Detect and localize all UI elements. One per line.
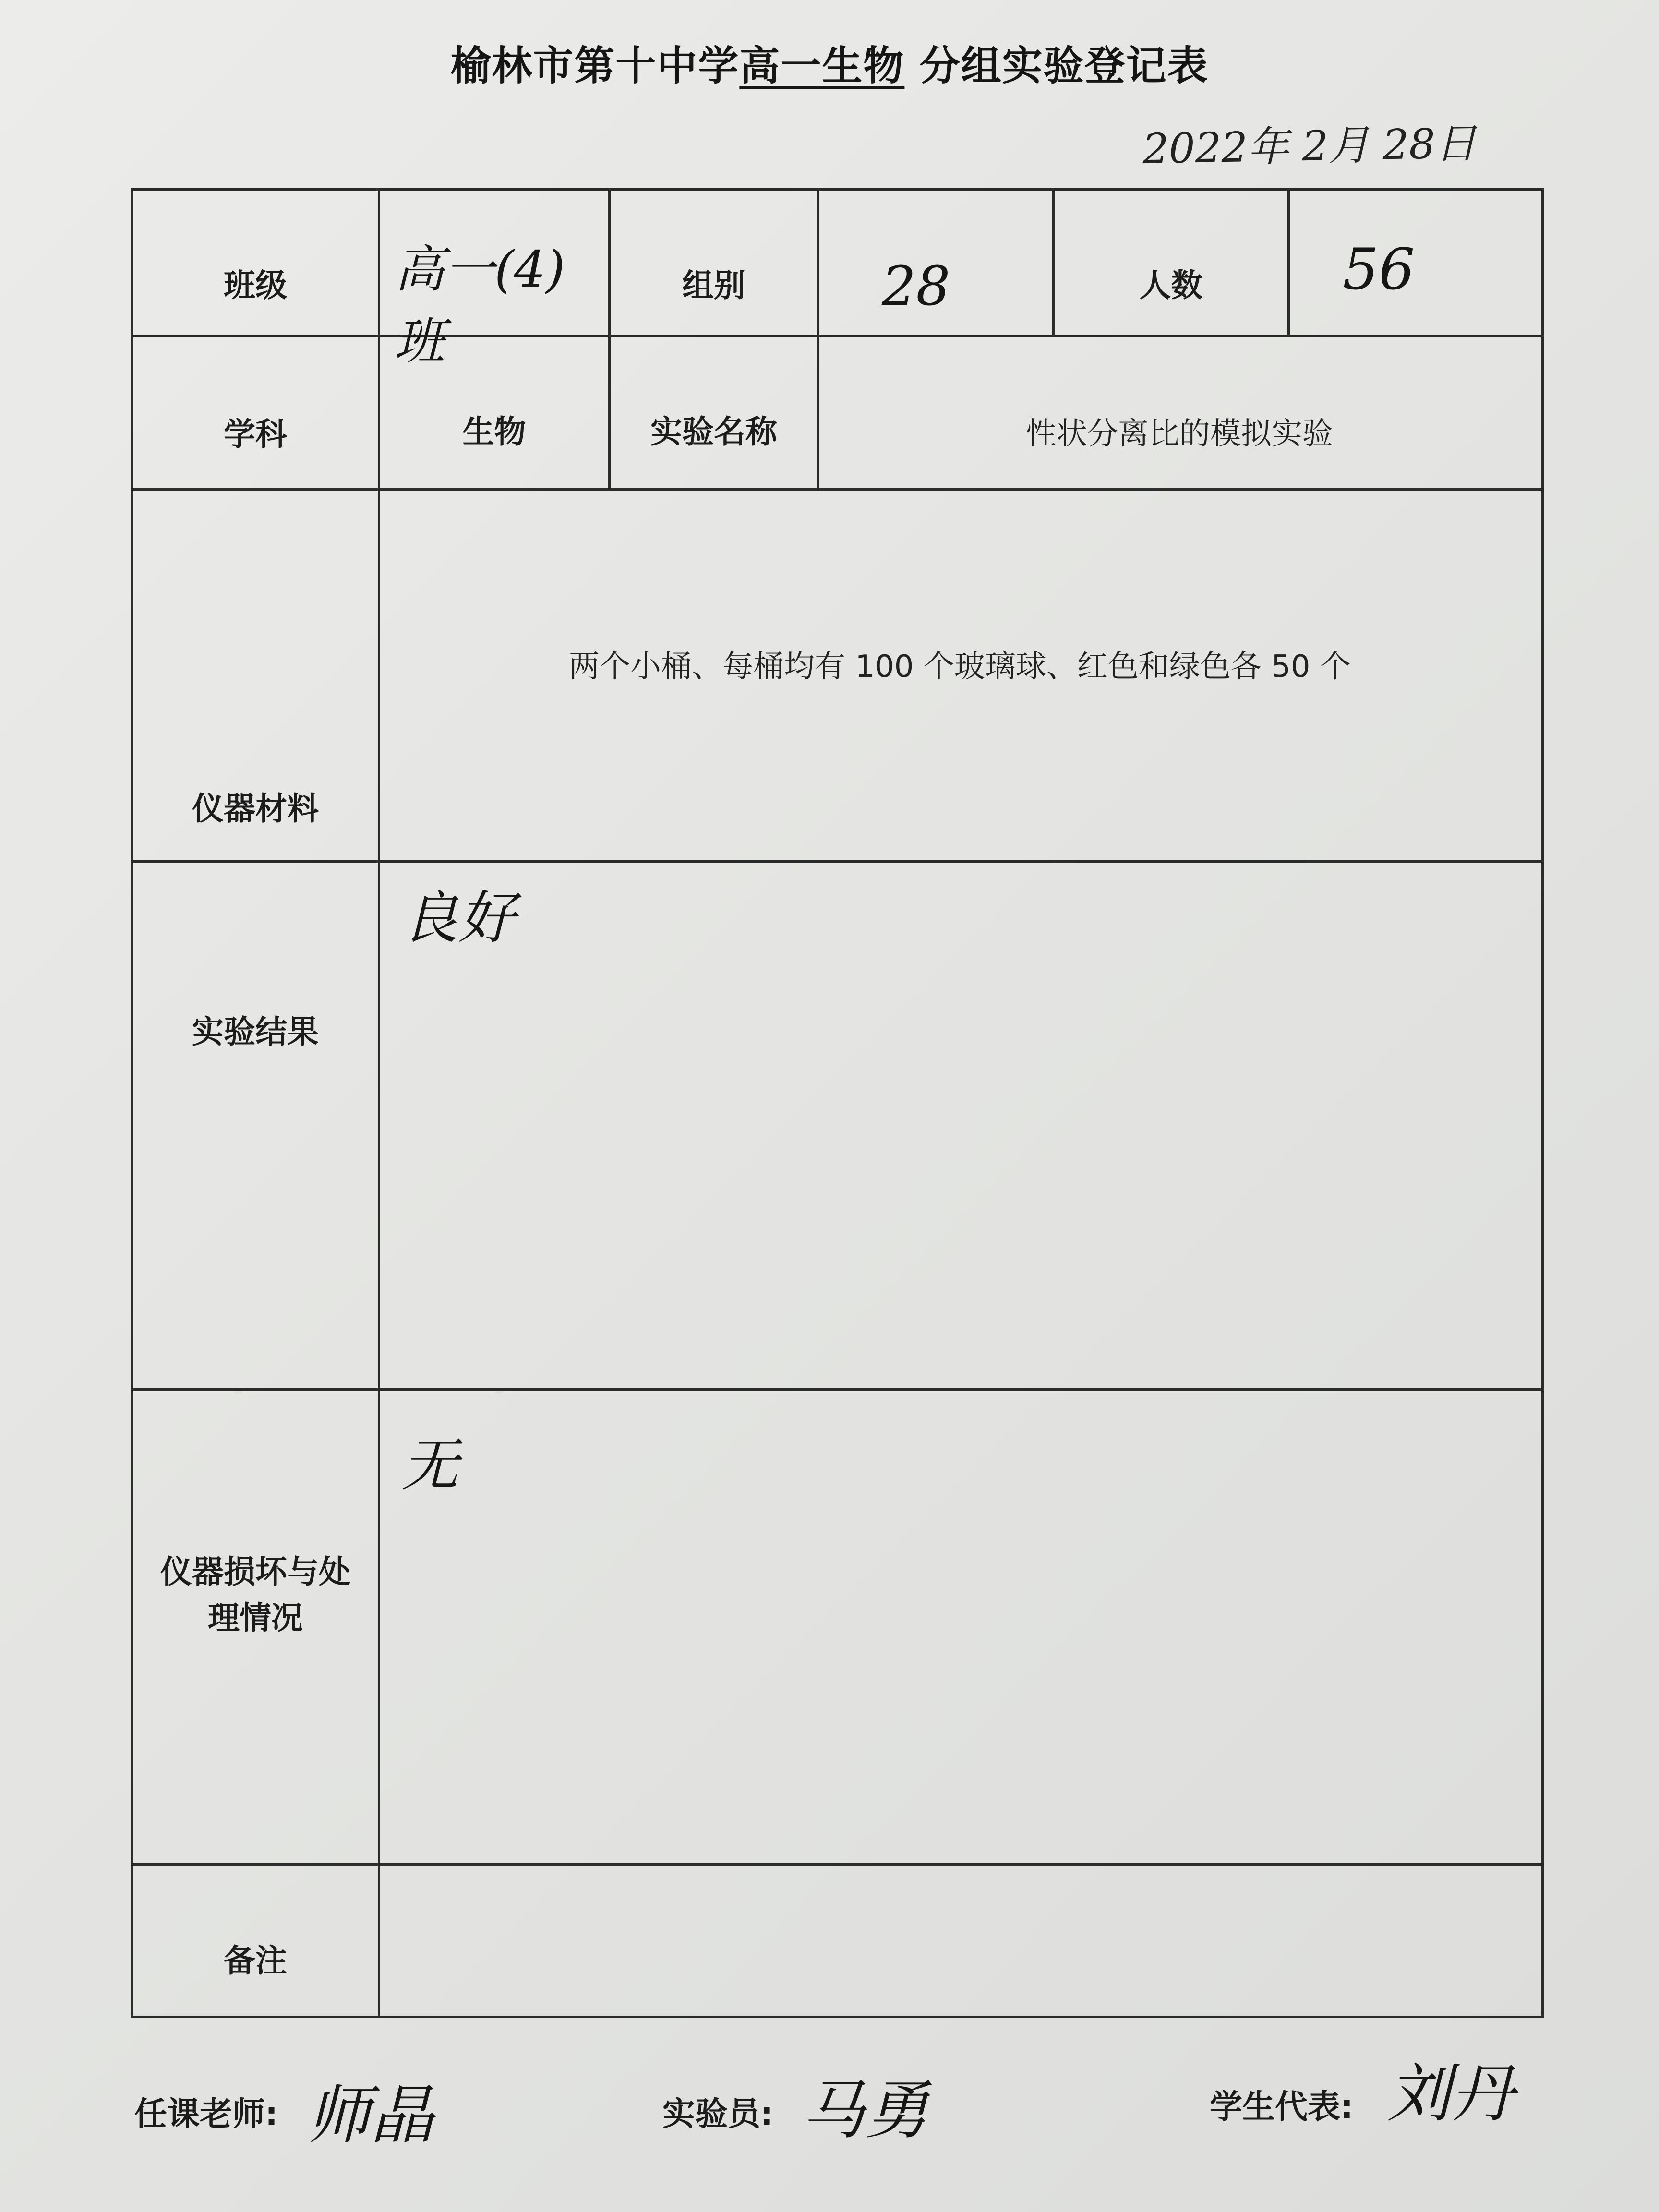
- group-label: 组别: [682, 267, 745, 304]
- damage-label: [133, 1549, 378, 1641]
- materials-label: 仪器材料: [192, 790, 319, 827]
- row-divider-2: [133, 488, 1541, 491]
- damage-label-line2: 理情况: [208, 1599, 303, 1636]
- damage-value: 无: [402, 1432, 459, 1498]
- group-value: 28: [882, 255, 950, 318]
- count-label: 人数: [1139, 267, 1203, 304]
- handwritten-date: 2022年 2月 28日: [1142, 119, 1477, 174]
- registration-table: [131, 188, 1544, 2018]
- subject-label: 学科: [224, 416, 287, 453]
- teacher-label: 任课老师:: [134, 2095, 278, 2133]
- col-divider-5: [1287, 191, 1290, 335]
- lab-assistant-signature: 马勇: [802, 2074, 928, 2148]
- student-rep-signature: 刘丹: [1387, 2057, 1514, 2131]
- experiment-name-value: 性状分离比的模拟实验: [1026, 416, 1333, 452]
- remarks-label: 备注: [224, 1942, 287, 1979]
- row-divider-5: [133, 1863, 1541, 1866]
- label-column-divider: [378, 191, 380, 2016]
- result-label: 实验结果: [192, 1013, 319, 1050]
- lab-assistant-label: 实验员:: [662, 2095, 774, 2133]
- count-value: 56: [1343, 236, 1415, 302]
- materials-value: 两个小桶、每桶均有 100 个玻璃球、红色和绿色各 50 个: [569, 649, 1351, 685]
- row-divider-1: [133, 335, 1541, 337]
- class-label: 班级: [224, 267, 287, 304]
- title-school: 榆林市第十中学: [450, 42, 740, 89]
- subject-value: 生物: [462, 413, 526, 450]
- experiment-name-label: 实验名称: [650, 413, 777, 450]
- row-divider-4: [133, 1388, 1541, 1391]
- student-rep-label: 学生代表:: [1210, 2088, 1354, 2126]
- title-form-name: 分组实验登记表: [904, 42, 1209, 89]
- form-title: [0, 34, 1659, 92]
- class-value: 高一(4)班: [395, 240, 565, 371]
- result-value: 良好: [402, 885, 516, 951]
- row-divider-3: [133, 860, 1541, 863]
- teacher-signature: 师晶: [307, 2079, 434, 2152]
- title-course: 高一生物: [739, 42, 905, 89]
- damage-label-line1: 仪器损坏与处: [160, 1553, 350, 1590]
